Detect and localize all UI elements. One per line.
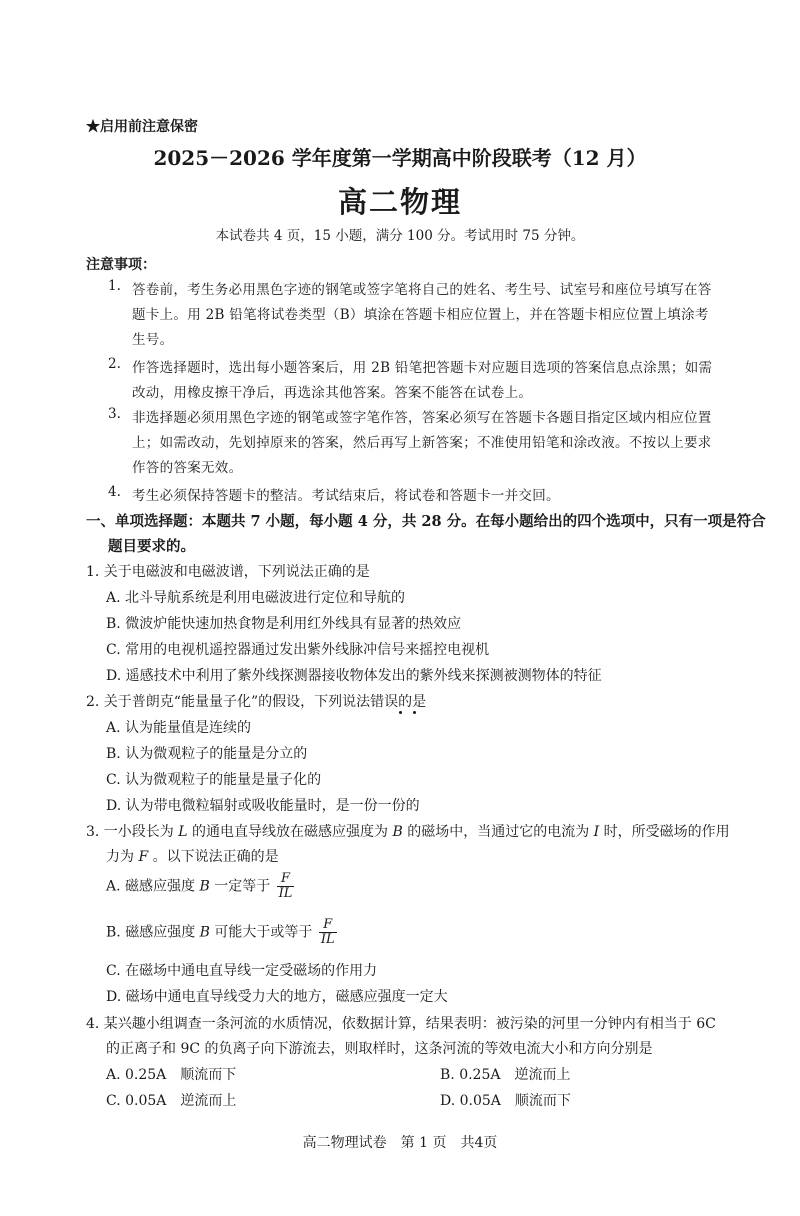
notice-line: 改动，用橡皮擦干净后，再选涂其他答案。答案不能答在试卷上。: [132, 385, 533, 401]
exam-title: 2025－2026 学年度第一学期高中阶段联考（12 月）: [153, 146, 647, 170]
question-3-stem: 3. 一小段长为 L 的通电直导线放在磁感应强度为 B 的磁场中，当通过它的电流为 I 时，所受磁场的作用: [86, 824, 730, 840]
notice-line: 作答的答案无效。: [132, 460, 243, 476]
notice-heading: 注意事项：: [86, 257, 156, 273]
question-2-option-a: A. 认为能量值是连续的: [106, 720, 252, 736]
notice-line: 生号。: [132, 332, 174, 348]
section-heading-cont: 题目要求的。: [108, 538, 195, 555]
question-4-stem: 4. 某兴趣小组调查一条河流的水质情况，依数据计算，结果表明：被污染的河里一分钟内有相当于 6C: [86, 1016, 716, 1032]
question-2-stem: 2. 关于普朗克“能量量子化”的假设，下列说法错误的是: [86, 694, 427, 710]
notice-line: 作答选择题时，选出每小题答案后，用 2B 铅笔把答题卡对应题目选项的答案信息点涂黑；如需: [132, 360, 713, 376]
question-1-option-b: B. 微波炉能快速加热食物是利用红外线具有显著的热效应: [106, 616, 462, 632]
notice-item-number: 1.: [108, 278, 121, 294]
question-4-option-a: A. 0.25A 顺流而下: [106, 1067, 237, 1083]
question-3-option-c: C. 在磁场中通电直导线一定受磁场的作用力: [106, 963, 378, 979]
notice-item-number: 4.: [108, 484, 121, 500]
notice-item-number: 2.: [108, 356, 121, 372]
emphasis-dot: [399, 711, 402, 714]
notice-line: 考生必须保持答题卡的整洁。考试结束后，将试卷和答题卡一并交回。: [132, 488, 560, 504]
page-footer: 高二物理试卷 第 1 页 共4页: [302, 1135, 498, 1151]
question-2-option-c: C. 认为微观粒子的能量是量子化的: [106, 772, 322, 788]
question-3-option-d: D. 磁场中通电直导线受力大的地方，磁感应强度一定大: [106, 989, 448, 1005]
question-2-option-b: B. 认为微观粒子的能量是分立的: [106, 746, 308, 762]
confidential-mark: ★启用前注意保密: [86, 119, 198, 135]
section-heading: 一、单项选择题：本题共 7 小题，每小题 4 分，共 28 分。在每小题给出的四个选项中，只有一项是符合: [86, 513, 766, 530]
question-1-option-c: C. 常用的电视机遥控器通过发出紫外线脉冲信号来摇控电视机: [106, 642, 490, 658]
question-1-option-d: D. 遥感技术中利用了紫外线探测器接收物体发出的紫外线来探测被测物体的特征: [106, 668, 602, 684]
question-4-option-b: B. 0.25A 逆流而上: [440, 1067, 571, 1083]
exam-info: 本试卷共 4 页，15 小题，满分 100 分。考试用时 75 分钟。: [215, 228, 585, 244]
question-4-option-d: D. 0.05A 顺流而下: [440, 1093, 571, 1109]
emphasis-dot: [413, 711, 416, 714]
subject-title: 高二物理: [337, 185, 462, 219]
question-3-option-b: B. 磁感应强度 B 可能大于或等于 $\frac{F}{IL}$: [106, 917, 335, 947]
fraction-f-over-il: $\frac{F}{IL}$: [320, 917, 335, 947]
question-3-option-a: A. 磁感应强度 B 一定等于 $\frac{F}{IL}$: [106, 871, 293, 901]
notice-item-number: 3.: [108, 406, 121, 422]
question-1-option-a: A. 北斗导航系统是利用电磁波进行定位和导航的: [106, 590, 406, 606]
notice-line: 题卡上。用 2B 铅笔将试卷类型（B）填涂在答题卡相应位置上，并在答题卡相应位置上填涂考: [132, 307, 709, 323]
question-3-stem-cont: 力为 F 。以下说法正确的是: [106, 849, 279, 865]
question-1-stem: 1. 关于电磁波和电磁波谱，下列说法正确的是: [86, 564, 370, 580]
question-4-stem-cont: 的正离子和 9C 的负离子向下游流去，则取样时，这条河流的等效电流大小和方向分别是: [106, 1041, 653, 1057]
question-2-option-d: D. 认为带电微粒辐射或吸收能量时，是一份一份的: [106, 798, 420, 814]
notice-line: 非选择题必须用黑色字迹的钢笔或签字笔作答，答案必须写在答题卡各题目指定区域内相应位置: [132, 410, 712, 426]
notice-line: 答卷前，考生务必用黑色字迹的钢笔或签字笔将自己的姓名、考生号、试室号和座位号填写在答: [132, 282, 712, 298]
fraction-f-over-il: $\frac{F}{IL}$: [278, 871, 293, 901]
question-4-option-c: C. 0.05A 逆流而上: [106, 1093, 237, 1109]
notice-line: 上；如需改动，先划掉原来的答案，然后再写上新答案；不准使用铅笔和涂改液。不按以上要求: [132, 435, 712, 451]
